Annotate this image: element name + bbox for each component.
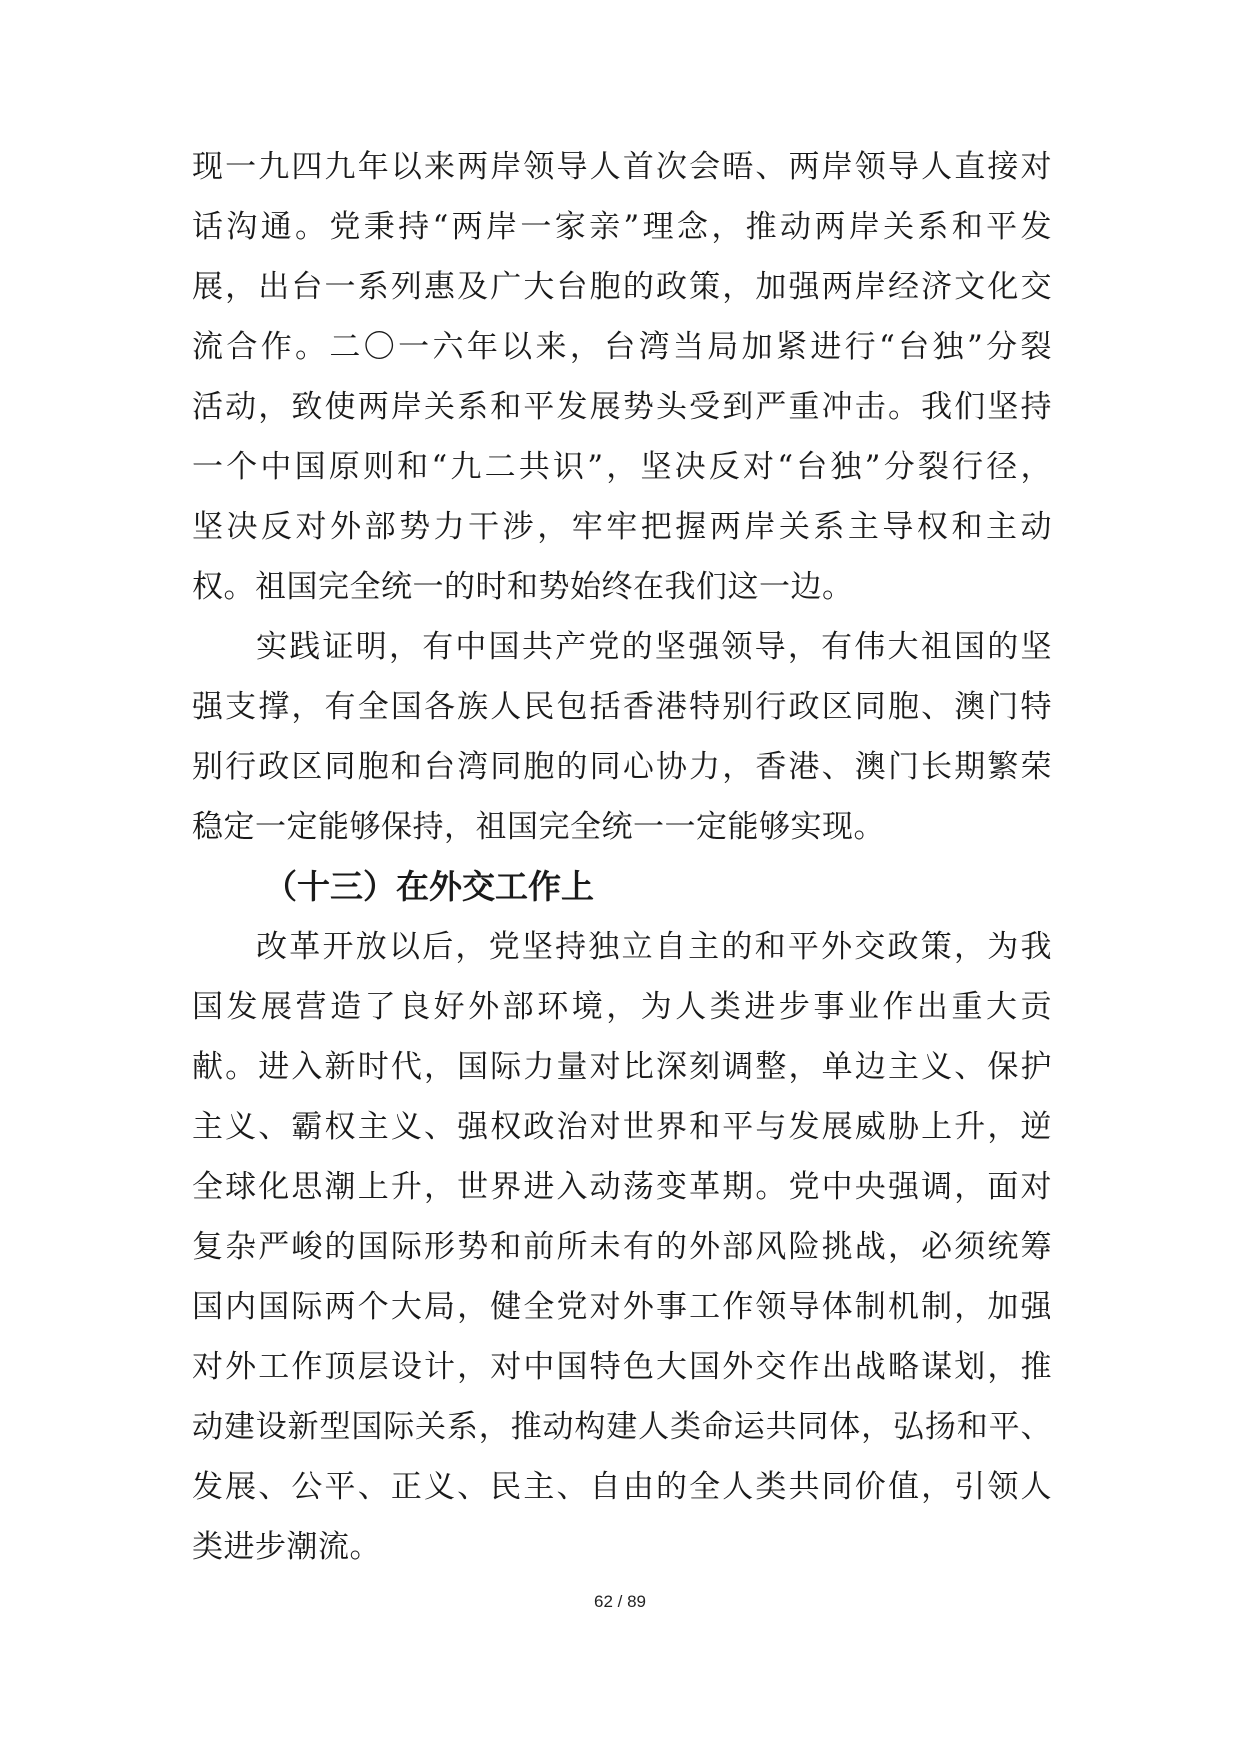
text-line: 国发展营造了良好外部环境，为人类进步事业作出重大贡 [192,989,1052,1025]
text-line: 对外工作顶层设计，对中国特色大国外交作出战略谋划，推 [192,1349,1052,1385]
text-line: 类进步潮流。 [192,1529,381,1565]
text-line: 坚决反对外部势力干涉，牢牢把握两岸关系主导权和主动 [192,509,1052,545]
text-line: 流合作。二〇一六年以来，台湾当局加紧进行“台独”分裂 [192,329,1052,365]
text-line: 全球化思潮上升，世界进入动荡变革期。党中央强调，面对 [192,1169,1052,1205]
text-line: 别行政区同胞和台湾同胞的同心协力，香港、澳门长期繁荣 [192,749,1052,785]
text-line: 一个中国原则和“九二共识”，坚决反对“台独”分裂行径， [192,449,1052,485]
text-line: 话沟通。党秉持“两岸一家亲”理念，推动两岸关系和平发 [192,209,1052,245]
text-line: 复杂严峻的国际形势和前所未有的外部风险挑战，必须统筹 [192,1229,1052,1265]
text-line: 活动，致使两岸关系和平发展势头受到严重冲击。我们坚持 [192,389,1052,425]
text-line: 现一九四九年以来两岸领导人首次会晤、两岸领导人直接对 [192,149,1052,185]
paragraph-diplomacy [192,917,1052,1577]
text-line: 实践证明，有中国共产党的坚强领导，有伟大祖国的坚 [256,629,1052,665]
text-line: 稳定一定能够保持，祖国完全统一一定能够实现。 [192,809,885,845]
text-line: 强支撑，有全国各族人民包括香港特别行政区同胞、澳门特 [192,689,1052,725]
text-line: 展，出台一系列惠及广大台胞的政策，加强两岸经济文化交 [192,269,1052,305]
paragraph-practice-proves [192,617,1052,857]
page-number: 62 / 89 [594,1592,646,1611]
text-line: 国内国际两个大局，健全党对外事工作领导体制机制，加强 [192,1289,1052,1325]
text-line: 主义、霸权主义、强权政治对世界和平与发展威胁上升，逆 [192,1109,1052,1145]
section-heading: （十三）在外交工作上 [264,867,594,906]
text-line: 献。进入新时代，国际力量对比深刻调整，单边主义、保护 [192,1049,1052,1085]
text-line: 动建设新型国际关系，推动构建人类命运共同体，弘扬和平、 [192,1409,1052,1445]
paragraph-cross-strait [192,137,1052,617]
text-line: 改革开放以后，党坚持独立自主的和平外交政策，为我 [256,929,1052,965]
text-line: 发展、公平、正义、民主、自由的全人类共同价值，引领人 [192,1469,1052,1505]
document-body [192,137,1052,1577]
text-line: 权。祖国完全统一的时和势始终在我们这一边。 [192,569,854,605]
